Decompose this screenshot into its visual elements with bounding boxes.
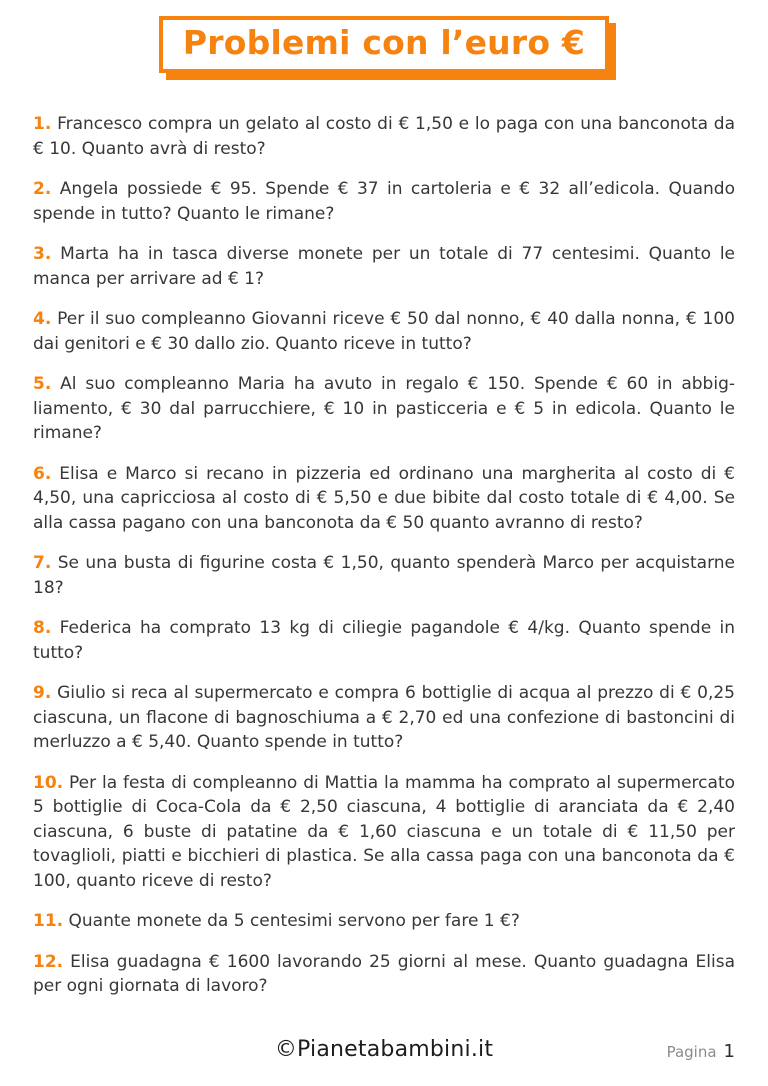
problem-text: Federica ha comprato 13 kg di ciliegie pagandole € 4/kg. Quanto spende in tutto? — [33, 618, 735, 663]
problem-item — [33, 307, 735, 356]
problem-text: Quante monete da 5 centesimi servono per fare 1 €? — [68, 911, 520, 931]
copyright-icon: © — [274, 1037, 298, 1062]
problem-number: 7. — [33, 553, 52, 573]
problem-text: Al suo compleanno Maria ha avuto in regalo € 150. Spende € 60 in abbigliamento, € 30 dal parrucchiere, € 10 in pasticceria e € 5 in edicola. Quanto le rimane? — [33, 374, 736, 443]
problem-item — [33, 242, 735, 291]
problem-number: 5. — [33, 374, 52, 394]
problem-text: Elisa guadagna € 1600 lavorando 25 giorni al mese. Quanto guadagna Elisa per ogni giornata di lavoro? — [33, 951, 736, 996]
problem-item — [33, 551, 735, 600]
problem-item — [33, 462, 735, 536]
copyright-logo — [0, 1037, 768, 1062]
title-section — [0, 0, 768, 73]
problem-number: 6. — [33, 463, 52, 484]
problems-list — [33, 73, 735, 999]
problem-text: Giulio si reca al supermercato e compra 6 bottiglie di acqua al prezzo di € 0,25 ciascuna, un flacone di bagnoschiuma a € 2,70 ed una confezione di bastoncini di merluzzo a € 5,40. Quanto spende in tutto? — [33, 683, 736, 752]
problem-item — [33, 771, 735, 894]
problem-item — [33, 112, 735, 161]
problem-number: 10. — [33, 772, 64, 793]
problem-item — [33, 681, 735, 755]
problem-item — [33, 616, 735, 665]
site-name: Pianetabambini.it — [297, 1037, 494, 1062]
problem-number: 3. — [33, 244, 52, 264]
problem-number: 11. — [33, 911, 64, 931]
problem-number: 9. — [33, 683, 52, 703]
problem-number: 12. — [33, 951, 64, 972]
title-box — [159, 16, 609, 73]
page-number: 1 — [723, 1041, 735, 1062]
problem-number: 1. — [33, 114, 52, 134]
problem-item — [33, 950, 735, 999]
problem-number: 4. — [33, 309, 52, 329]
problem-number: 2. — [33, 179, 52, 199]
problem-item — [33, 909, 735, 934]
problem-item — [33, 372, 735, 446]
problem-text: Angela possiede € 95. Spende € 37 in cartoleria e € 32 all’edicola. Quando spende in tutto? Quanto le rimane? — [33, 179, 735, 224]
problem-text: Elisa e Marco si recano in pizzeria ed ordinano una margherita al costo di € 4,50, una capricciosa al costo di € 5,50 e due bibite dal costo totale di € 4,00. Se alla cassa pagano con una banconota da € 50 quanto avranno di resto? — [33, 463, 735, 533]
page-title: Problemi con l’euro € — [182, 23, 586, 62]
problem-text: Francesco compra un gelato al costo di € 1,50 e lo paga con una banconota da € 10. Quanto avrà di resto? — [33, 114, 735, 159]
problem-text: Marta ha in tasca diverse monete per un totale di 77 centesimi. Quanto le manca per arrivare ad € 1? — [33, 244, 735, 289]
problem-text: Per il suo compleanno Giovanni riceve € 50 dal nonno, € 40 dalla nonna, € 100 dai genitori e € 30 dallo zio. Quanto riceve in tutto? — [33, 309, 735, 354]
page-label: Pagina — [666, 1043, 717, 1061]
problem-item — [33, 177, 735, 226]
page-indicator — [667, 1041, 735, 1062]
problem-number: 8. — [33, 618, 52, 638]
problem-text: Per la festa di compleanno di Mattia la mamma ha comprato al supermercato 5 bottiglie di Coca-Cola da € 2,50 ciascuna, 4 bottiglie di aranciata da € 2,40 ciascuna, 6 buste di patatine da € 1,60 ciascuna e un totale di € 11,50 per tovaglioli, piatti e bicchieri di plastica. Se alla cassa paga con una banconota da € 100, quanto riceve di resto? — [33, 772, 736, 891]
problem-text: Se una busta di figurine costa € 1,50, quanto spenderà Marco per acquistarne 18? — [33, 553, 736, 598]
